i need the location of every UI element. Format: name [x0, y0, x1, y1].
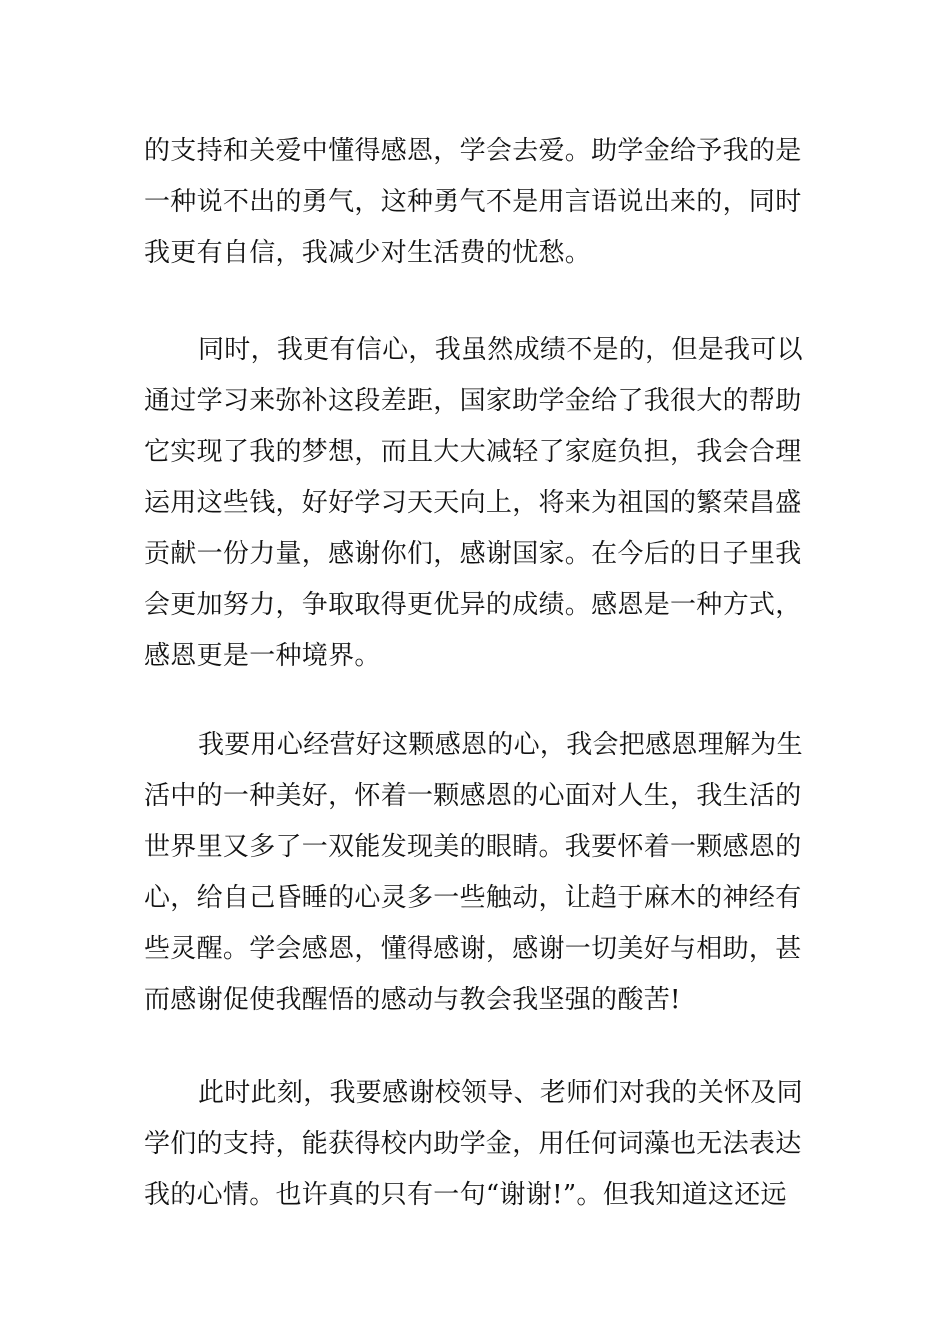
- text-line: 我要用心经营好这颗感恩的心，我会把感恩理解为生: [198, 730, 803, 760]
- text-line: 心，给自己昏睡的心灵多一些触动，让趋于麻木的神经有: [144, 883, 802, 913]
- paragraph-1: [144, 126, 814, 279]
- text-line: 它实现了我的梦想，而且大大减轻了家庭负担，我会合理: [144, 437, 802, 467]
- text-line: 的支持和关爱中懂得感恩，学会去爱。助学金给予我的是: [144, 136, 802, 166]
- paragraph-2: [144, 325, 814, 682]
- text-line: 运用这些钱，好好学习天天向上，将来为祖国的繁荣昌盛: [144, 488, 802, 518]
- text-line: 世界里又多了一双能发现美的眼睛。我要怀着一颗感恩的: [144, 832, 802, 862]
- paragraph-4: [144, 1068, 814, 1221]
- text-line: 我更有自信，我减少对生活费的忧愁。: [144, 238, 592, 268]
- paragraph-3: [144, 720, 814, 1026]
- text-line: 同时，我更有信心，我虽然成绩不是的，但是我可以: [198, 335, 803, 365]
- text-line: 一种说不出的勇气，这种勇气不是用言语说出来的，同时: [144, 187, 802, 217]
- text-line: 而感谢促使我醒悟的感动与教会我坚强的酸苦!: [144, 985, 681, 1015]
- text-line: 贡献一份力量，感谢你们，感谢国家。在今后的日子里我: [144, 539, 802, 569]
- text-line: 活中的一种美好，怀着一颗感恩的心面对人生，我生活的: [144, 781, 802, 811]
- text-line: 我的心情。也许真的只有一句“谢谢!”。但我知道这还远: [144, 1180, 787, 1210]
- text-line: 会更加努力，争取取得更优异的成绩。感恩是一种方式，: [144, 590, 802, 620]
- text-line: 些灵醒。学会感恩，懂得感谢，感谢一切美好与相助，甚: [144, 934, 802, 964]
- text-line: 通过学习来弥补这段差距，国家助学金给了我很大的帮助: [144, 386, 802, 416]
- text-line: 感恩更是一种境界。: [144, 641, 381, 671]
- text-line: 此时此刻，我要感谢校领导、老师们对我的关怀及同: [198, 1078, 803, 1108]
- text-line: 学们的支持，能获得校内助学金，用任何词藻也无法表达: [144, 1129, 802, 1159]
